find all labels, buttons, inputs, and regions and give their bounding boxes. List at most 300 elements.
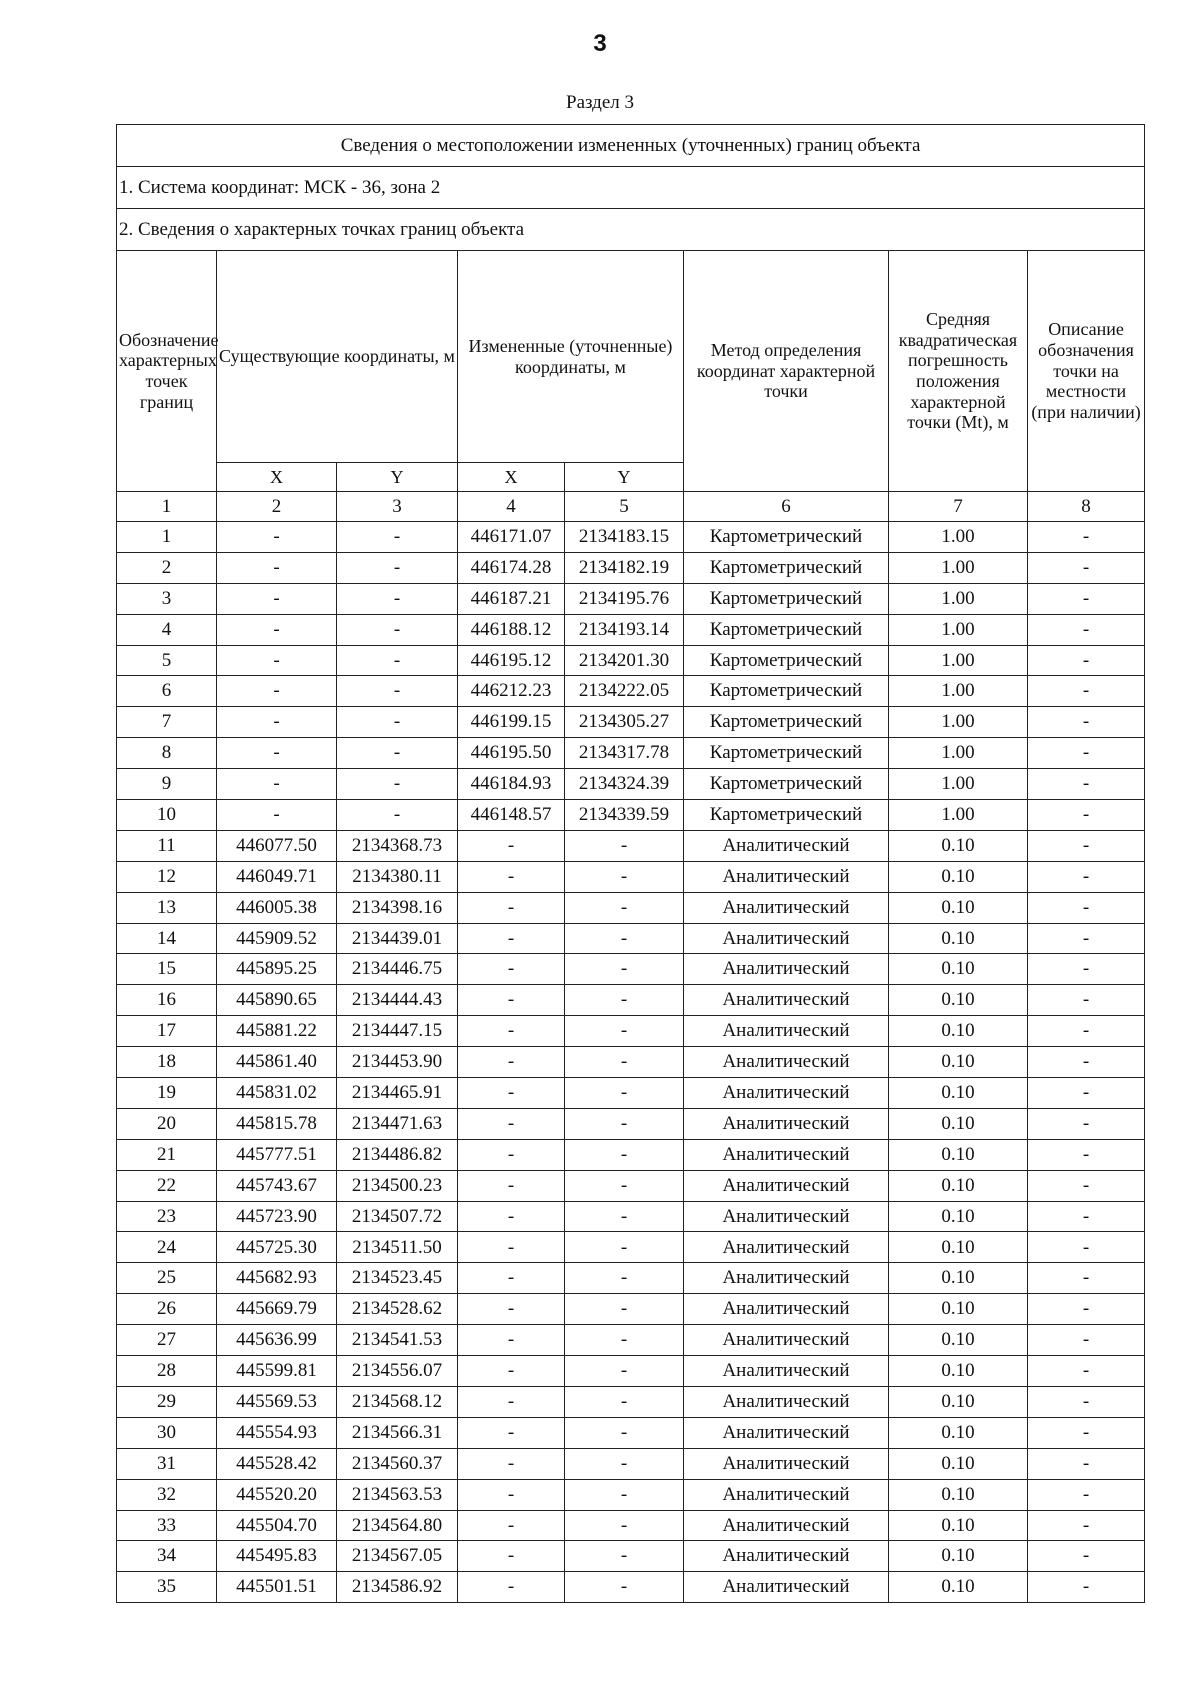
cell-changed-y: 2134201.30	[565, 645, 684, 676]
cell-changed-x: 446188.12	[458, 614, 565, 645]
cell-existing-y: 2134528.62	[337, 1294, 458, 1325]
cell-existing-x: -	[217, 738, 337, 769]
header-point-designation: Обозначение характерных точек границ	[117, 251, 217, 492]
points-section-header: 2. Сведения о характерных точках границ объекта	[117, 209, 1145, 251]
cell-changed-y: -	[565, 1170, 684, 1201]
cell-rmse: 1.00	[889, 583, 1028, 614]
cell-point-number: 30	[117, 1417, 217, 1448]
cell-method: Аналитический	[684, 1417, 889, 1448]
table-row	[117, 1386, 1145, 1417]
cell-changed-y: -	[565, 1541, 684, 1572]
cell-method: Аналитический	[684, 1356, 889, 1387]
header-changed-coordinates: Измененные (уточненные) координаты, м	[458, 251, 684, 463]
cell-method: Аналитический	[684, 1108, 889, 1139]
cell-changed-y: 2134317.78	[565, 738, 684, 769]
cell-method: Аналитический	[684, 1294, 889, 1325]
cell-point-number: 4	[117, 614, 217, 645]
table-row	[117, 738, 1145, 769]
cell-changed-y: -	[565, 1448, 684, 1479]
cell-method: Аналитический	[684, 985, 889, 1016]
cell-method: Аналитический	[684, 1263, 889, 1294]
column-number: 2	[217, 492, 337, 522]
cell-existing-x: 445682.93	[217, 1263, 337, 1294]
cell-changed-x: -	[458, 892, 565, 923]
cell-rmse: 0.10	[889, 1016, 1028, 1047]
page-number: 3	[593, 30, 607, 57]
cell-point-number: 21	[117, 1139, 217, 1170]
cell-changed-x: -	[458, 1139, 565, 1170]
cell-existing-y: -	[337, 645, 458, 676]
cell-rmse: 1.00	[889, 800, 1028, 831]
cell-description: -	[1028, 1572, 1145, 1603]
cell-changed-y: -	[565, 1108, 684, 1139]
cell-rmse: 0.10	[889, 1108, 1028, 1139]
header-description: Описание обозначения точки на местности (при наличии)	[1028, 251, 1145, 492]
cell-point-number: 19	[117, 1078, 217, 1109]
cell-existing-y: 2134507.72	[337, 1201, 458, 1232]
cell-existing-x: 445909.52	[217, 923, 337, 954]
cell-existing-y: 2134398.16	[337, 892, 458, 923]
cell-description: -	[1028, 645, 1145, 676]
cell-method: Аналитический	[684, 1232, 889, 1263]
cell-existing-y: 2134523.45	[337, 1263, 458, 1294]
cell-changed-x: -	[458, 1510, 565, 1541]
cell-description: -	[1028, 676, 1145, 707]
cell-description: -	[1028, 1016, 1145, 1047]
cell-point-number: 12	[117, 861, 217, 892]
cell-method: Аналитический	[684, 1572, 889, 1603]
cell-rmse: 0.10	[889, 1294, 1028, 1325]
cell-rmse: 1.00	[889, 552, 1028, 583]
cell-method: Картометрический	[684, 769, 889, 800]
cell-description: -	[1028, 769, 1145, 800]
table-row	[117, 1232, 1145, 1263]
table-row	[117, 861, 1145, 892]
cell-method: Картометрический	[684, 583, 889, 614]
cell-point-number: 18	[117, 1047, 217, 1078]
cell-existing-x: -	[217, 614, 337, 645]
cell-rmse: 0.10	[889, 1510, 1028, 1541]
cell-existing-y: -	[337, 552, 458, 583]
cell-existing-x: -	[217, 707, 337, 738]
cell-method: Аналитический	[684, 1448, 889, 1479]
table-row	[117, 892, 1145, 923]
section-title: Раздел 3	[566, 92, 634, 113]
cell-changed-x: -	[458, 1541, 565, 1572]
cell-changed-y: -	[565, 892, 684, 923]
cell-existing-y: 2134560.37	[337, 1448, 458, 1479]
table-row	[117, 1294, 1145, 1325]
cell-method: Картометрический	[684, 614, 889, 645]
header-changed-y: Y	[565, 463, 684, 492]
header-existing-coordinates: Существующие координаты, м	[217, 251, 458, 463]
cell-method: Картометрический	[684, 800, 889, 831]
cell-existing-y: 2134568.12	[337, 1386, 458, 1417]
cell-changed-x: -	[458, 1201, 565, 1232]
cell-existing-y: 2134439.01	[337, 923, 458, 954]
cell-description: -	[1028, 1541, 1145, 1572]
cell-changed-y: -	[565, 1294, 684, 1325]
cell-changed-x: 446148.57	[458, 800, 565, 831]
header-changed-x: X	[458, 463, 565, 492]
cell-description: -	[1028, 614, 1145, 645]
column-number: 4	[458, 492, 565, 522]
cell-changed-y: 2134182.19	[565, 552, 684, 583]
cell-rmse: 0.10	[889, 1232, 1028, 1263]
cell-changed-x: -	[458, 1047, 565, 1078]
cell-changed-y: 2134339.59	[565, 800, 684, 831]
cell-point-number: 35	[117, 1572, 217, 1603]
table-row	[117, 1170, 1145, 1201]
cell-changed-y: -	[565, 830, 684, 861]
cell-changed-x: -	[458, 1448, 565, 1479]
cell-point-number: 13	[117, 892, 217, 923]
cell-rmse: 1.00	[889, 769, 1028, 800]
cell-rmse: 0.10	[889, 861, 1028, 892]
table-row	[117, 583, 1145, 614]
cell-existing-x: 445528.42	[217, 1448, 337, 1479]
cell-changed-x: 446174.28	[458, 552, 565, 583]
cell-point-number: 10	[117, 800, 217, 831]
cell-changed-x: -	[458, 1356, 565, 1387]
cell-point-number: 7	[117, 707, 217, 738]
cell-method: Аналитический	[684, 1201, 889, 1232]
cell-existing-x: 445636.99	[217, 1325, 337, 1356]
cell-description: -	[1028, 1108, 1145, 1139]
cell-existing-x: 445669.79	[217, 1294, 337, 1325]
cell-method: Аналитический	[684, 1139, 889, 1170]
cell-description: -	[1028, 552, 1145, 583]
cell-changed-y: 2134222.05	[565, 676, 684, 707]
cell-changed-y: -	[565, 1510, 684, 1541]
cell-changed-x: -	[458, 1479, 565, 1510]
cell-description: -	[1028, 1294, 1145, 1325]
cell-existing-x: 445501.51	[217, 1572, 337, 1603]
cell-method: Аналитический	[684, 1325, 889, 1356]
cell-point-number: 1	[117, 522, 217, 553]
cell-changed-x: -	[458, 1386, 565, 1417]
cell-description: -	[1028, 800, 1145, 831]
cell-point-number: 23	[117, 1201, 217, 1232]
cell-changed-x: -	[458, 1108, 565, 1139]
cell-changed-x: -	[458, 1572, 565, 1603]
cell-rmse: 0.10	[889, 1572, 1028, 1603]
cell-existing-y: 2134444.43	[337, 985, 458, 1016]
cell-existing-x: -	[217, 522, 337, 553]
cell-description: -	[1028, 1201, 1145, 1232]
cell-changed-x: -	[458, 985, 565, 1016]
cell-changed-x: 446171.07	[458, 522, 565, 553]
cell-changed-y: -	[565, 1356, 684, 1387]
cell-changed-y: -	[565, 1572, 684, 1603]
cell-existing-x: 445569.53	[217, 1386, 337, 1417]
cell-existing-y: -	[337, 614, 458, 645]
cell-method: Аналитический	[684, 892, 889, 923]
cell-existing-y: 2134541.53	[337, 1325, 458, 1356]
cell-changed-y: 2134324.39	[565, 769, 684, 800]
boundary-points-table	[116, 124, 1145, 1603]
cell-description: -	[1028, 522, 1145, 553]
cell-description: -	[1028, 1356, 1145, 1387]
cell-point-number: 3	[117, 583, 217, 614]
cell-changed-x: -	[458, 1170, 565, 1201]
cell-existing-y: 2134368.73	[337, 830, 458, 861]
cell-existing-y: -	[337, 522, 458, 553]
cell-rmse: 0.10	[889, 892, 1028, 923]
cell-changed-y: 2134305.27	[565, 707, 684, 738]
cell-rmse: 0.10	[889, 1078, 1028, 1109]
coordinate-system: 1. Система координат: МСК - 36, зона 2	[117, 167, 1145, 209]
cell-method: Аналитический	[684, 1541, 889, 1572]
cell-existing-x: 445743.67	[217, 1170, 337, 1201]
cell-point-number: 28	[117, 1356, 217, 1387]
cell-rmse: 1.00	[889, 645, 1028, 676]
cell-existing-y: 2134446.75	[337, 954, 458, 985]
cell-point-number: 8	[117, 738, 217, 769]
cell-point-number: 33	[117, 1510, 217, 1541]
cell-rmse: 0.10	[889, 954, 1028, 985]
cell-point-number: 9	[117, 769, 217, 800]
cell-changed-x: -	[458, 1016, 565, 1047]
cell-existing-x: 445725.30	[217, 1232, 337, 1263]
table-row	[117, 1479, 1145, 1510]
cell-existing-y: 2134380.11	[337, 861, 458, 892]
cell-existing-x: 445890.65	[217, 985, 337, 1016]
column-number: 1	[117, 492, 217, 522]
cell-changed-y: -	[565, 1078, 684, 1109]
cell-rmse: 0.10	[889, 1448, 1028, 1479]
cell-changed-x: -	[458, 1232, 565, 1263]
cell-description: -	[1028, 583, 1145, 614]
cell-changed-x: -	[458, 923, 565, 954]
cell-point-number: 31	[117, 1448, 217, 1479]
table-row	[117, 769, 1145, 800]
table-row	[117, 830, 1145, 861]
cell-changed-y: -	[565, 1417, 684, 1448]
cell-rmse: 0.10	[889, 1047, 1028, 1078]
cell-rmse: 0.10	[889, 1325, 1028, 1356]
cell-description: -	[1028, 1325, 1145, 1356]
cell-description: -	[1028, 1170, 1145, 1201]
cell-changed-y: -	[565, 1479, 684, 1510]
cell-changed-y: -	[565, 954, 684, 985]
cell-point-number: 25	[117, 1263, 217, 1294]
cell-changed-x: 446195.50	[458, 738, 565, 769]
cell-description: -	[1028, 954, 1145, 985]
cell-existing-y: 2134556.07	[337, 1356, 458, 1387]
table-row	[117, 552, 1145, 583]
cell-point-number: 2	[117, 552, 217, 583]
cell-description: -	[1028, 1479, 1145, 1510]
cell-changed-x: -	[458, 954, 565, 985]
cell-changed-x: 446212.23	[458, 676, 565, 707]
cell-method: Аналитический	[684, 1510, 889, 1541]
cell-point-number: 34	[117, 1541, 217, 1572]
cell-point-number: 26	[117, 1294, 217, 1325]
cell-existing-y: 2134453.90	[337, 1047, 458, 1078]
cell-method: Аналитический	[684, 1047, 889, 1078]
table-row	[117, 1510, 1145, 1541]
table-row	[117, 1356, 1145, 1387]
cell-description: -	[1028, 861, 1145, 892]
cell-point-number: 16	[117, 985, 217, 1016]
table-row	[117, 1047, 1145, 1078]
table-row	[117, 1325, 1145, 1356]
cell-changed-x: 446184.93	[458, 769, 565, 800]
cell-rmse: 0.10	[889, 1263, 1028, 1294]
cell-rmse: 0.10	[889, 985, 1028, 1016]
cell-existing-y: 2134563.53	[337, 1479, 458, 1510]
cell-point-number: 20	[117, 1108, 217, 1139]
cell-existing-x: 445554.93	[217, 1417, 337, 1448]
cell-rmse: 0.10	[889, 1541, 1028, 1572]
cell-point-number: 24	[117, 1232, 217, 1263]
table-row	[117, 1541, 1145, 1572]
cell-point-number: 22	[117, 1170, 217, 1201]
cell-method: Картометрический	[684, 676, 889, 707]
cell-changed-x: -	[458, 1263, 565, 1294]
table-row	[117, 954, 1145, 985]
cell-method: Аналитический	[684, 861, 889, 892]
header-existing-x: X	[217, 463, 337, 492]
cell-existing-x: 445504.70	[217, 1510, 337, 1541]
table-row	[117, 645, 1145, 676]
cell-changed-x: 446187.21	[458, 583, 565, 614]
cell-existing-y: 2134567.05	[337, 1541, 458, 1572]
cell-description: -	[1028, 738, 1145, 769]
cell-point-number: 14	[117, 923, 217, 954]
cell-existing-y: 2134465.91	[337, 1078, 458, 1109]
cell-rmse: 0.10	[889, 1170, 1028, 1201]
table-row	[117, 1263, 1145, 1294]
cell-changed-x: -	[458, 1294, 565, 1325]
cell-point-number: 5	[117, 645, 217, 676]
header-method: Метод определения координат характерной точки	[684, 251, 889, 492]
cell-changed-y: -	[565, 1139, 684, 1170]
column-number-row	[117, 492, 1145, 522]
cell-existing-y: -	[337, 800, 458, 831]
cell-changed-y: -	[565, 1016, 684, 1047]
cell-existing-x: 445723.90	[217, 1201, 337, 1232]
cell-description: -	[1028, 1263, 1145, 1294]
cell-existing-y: 2134586.92	[337, 1572, 458, 1603]
table-row	[117, 522, 1145, 553]
table-row	[117, 1417, 1145, 1448]
cell-changed-x: -	[458, 830, 565, 861]
table-caption: Сведения о местоположении измененных (уточненных) границ объекта	[117, 125, 1145, 167]
cell-existing-x: 446077.50	[217, 830, 337, 861]
cell-rmse: 1.00	[889, 522, 1028, 553]
table-row	[117, 1078, 1145, 1109]
header-rmse: Средняя квадратическая погрешность положения характерной точки (Mt), м	[889, 251, 1028, 492]
cell-existing-y: -	[337, 738, 458, 769]
cell-existing-y: 2134500.23	[337, 1170, 458, 1201]
table-row	[117, 1572, 1145, 1603]
cell-existing-y: -	[337, 707, 458, 738]
cell-changed-y: -	[565, 985, 684, 1016]
table-row	[117, 1201, 1145, 1232]
cell-description: -	[1028, 1078, 1145, 1109]
cell-description: -	[1028, 707, 1145, 738]
cell-changed-y: -	[565, 923, 684, 954]
cell-existing-x: 446005.38	[217, 892, 337, 923]
table-row	[117, 676, 1145, 707]
table-row	[117, 985, 1145, 1016]
cell-point-number: 6	[117, 676, 217, 707]
table-body	[117, 522, 1145, 1603]
table-row	[117, 800, 1145, 831]
cell-method: Картометрический	[684, 522, 889, 553]
cell-rmse: 1.00	[889, 614, 1028, 645]
cell-existing-x: 445495.83	[217, 1541, 337, 1572]
cell-existing-x: -	[217, 769, 337, 800]
cell-existing-x: 445815.78	[217, 1108, 337, 1139]
cell-description: -	[1028, 830, 1145, 861]
cell-existing-x: 445520.20	[217, 1479, 337, 1510]
cell-existing-x: 445831.02	[217, 1078, 337, 1109]
cell-point-number: 17	[117, 1016, 217, 1047]
column-number: 3	[337, 492, 458, 522]
cell-rmse: 0.10	[889, 1417, 1028, 1448]
cell-method: Картометрический	[684, 552, 889, 583]
cell-rmse: 0.10	[889, 1201, 1028, 1232]
cell-changed-x: -	[458, 1417, 565, 1448]
cell-existing-y: 2134471.63	[337, 1108, 458, 1139]
cell-changed-x: -	[458, 1325, 565, 1356]
cell-existing-x: 445777.51	[217, 1139, 337, 1170]
column-number: 5	[565, 492, 684, 522]
cell-changed-x: 446195.12	[458, 645, 565, 676]
cell-existing-y: 2134511.50	[337, 1232, 458, 1263]
cell-description: -	[1028, 985, 1145, 1016]
cell-existing-x: -	[217, 800, 337, 831]
cell-changed-y: -	[565, 1386, 684, 1417]
table-row	[117, 1108, 1145, 1139]
cell-existing-x: -	[217, 645, 337, 676]
cell-existing-x: -	[217, 583, 337, 614]
cell-point-number: 32	[117, 1479, 217, 1510]
header-existing-y: Y	[337, 463, 458, 492]
cell-method: Аналитический	[684, 954, 889, 985]
cell-changed-y: -	[565, 1201, 684, 1232]
cell-description: -	[1028, 1448, 1145, 1479]
cell-method: Аналитический	[684, 1016, 889, 1047]
cell-description: -	[1028, 1139, 1145, 1170]
cell-changed-y: -	[565, 1047, 684, 1078]
cell-method: Аналитический	[684, 1170, 889, 1201]
cell-existing-x: -	[217, 552, 337, 583]
cell-changed-y: -	[565, 1232, 684, 1263]
cell-changed-x: -	[458, 1078, 565, 1109]
cell-method: Аналитический	[684, 1479, 889, 1510]
cell-description: -	[1028, 1386, 1145, 1417]
cell-point-number: 15	[117, 954, 217, 985]
cell-method: Картометрический	[684, 738, 889, 769]
cell-point-number: 29	[117, 1386, 217, 1417]
cell-existing-y: -	[337, 583, 458, 614]
cell-changed-y: 2134193.14	[565, 614, 684, 645]
cell-rmse: 0.10	[889, 1356, 1028, 1387]
cell-description: -	[1028, 1232, 1145, 1263]
cell-existing-y: 2134566.31	[337, 1417, 458, 1448]
column-number: 8	[1028, 492, 1145, 522]
table-row	[117, 1139, 1145, 1170]
cell-rmse: 1.00	[889, 707, 1028, 738]
cell-changed-y: 2134195.76	[565, 583, 684, 614]
cell-existing-y: -	[337, 769, 458, 800]
table-row	[117, 923, 1145, 954]
column-number: 6	[684, 492, 889, 522]
